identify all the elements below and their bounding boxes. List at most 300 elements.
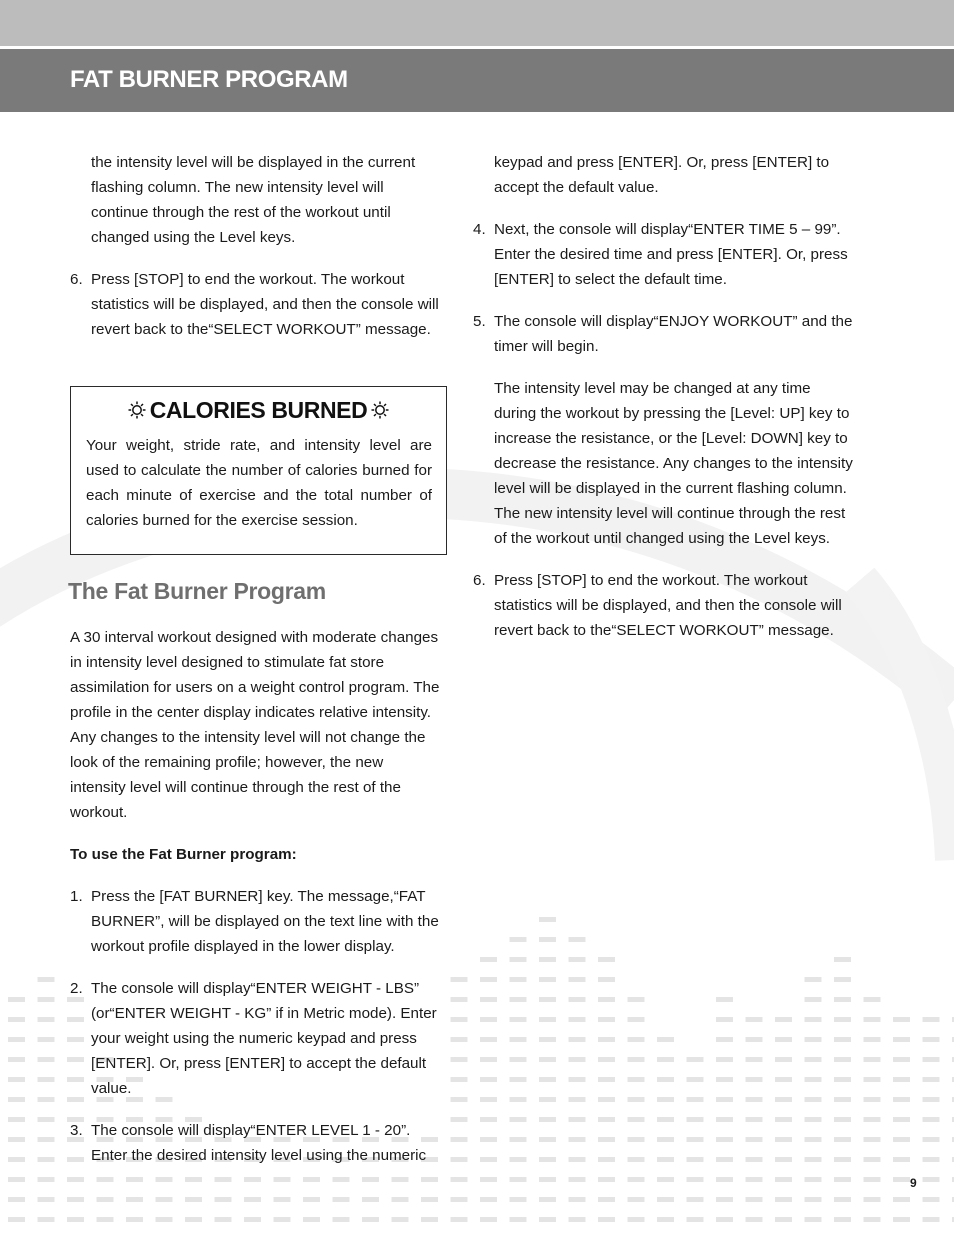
equalizer-dash	[834, 957, 851, 962]
equalizer-dash	[805, 1157, 822, 1162]
equalizer-dash	[834, 1157, 851, 1162]
equalizer-dash	[97, 1197, 114, 1202]
equalizer-dash	[834, 1077, 851, 1082]
equalizer-dash	[716, 1097, 733, 1102]
equalizer-dash	[775, 1177, 792, 1182]
equalizer-dash	[805, 1017, 822, 1022]
equalizer-dash	[539, 1117, 556, 1122]
item-text: The console will display“ENTER WEIGHT - LBS” (or“ENTER WEIGHT - KG” if in Metric mode). Enter your weight using the numeric keypad and press [ENTER]. Or, press [ENTER] to accept the default value.	[91, 980, 437, 1097]
equalizer-dash	[864, 1157, 881, 1162]
howto-heading: To use the Fat Burner program:	[70, 846, 297, 863]
equalizer-dash	[628, 1097, 645, 1102]
equalizer-dash	[864, 1197, 881, 1202]
item-text: The console will display“ENJOY WORKOUT” and the timer will begin.	[494, 313, 853, 355]
equalizer-dash	[687, 1097, 704, 1102]
left-column	[70, 150, 442, 342]
equalizer-dash	[598, 1137, 615, 1142]
equalizer-dash	[598, 1217, 615, 1222]
equalizer-dash	[67, 1177, 84, 1182]
equalizer-dash	[923, 1217, 940, 1222]
equalizer-dash	[451, 1077, 468, 1082]
equalizer-dash	[333, 1217, 350, 1222]
equalizer-dash	[923, 1117, 940, 1122]
equalizer-dash	[480, 1137, 497, 1142]
equalizer-dash	[215, 1177, 232, 1182]
equalizer-dash	[362, 1197, 379, 1202]
equalizer-dash	[746, 1217, 763, 1222]
equalizer-dash	[923, 1017, 940, 1022]
equalizer-dash	[539, 1157, 556, 1162]
equalizer-dash	[569, 1077, 586, 1082]
equalizer-dash	[628, 1017, 645, 1022]
equalizer-dash	[746, 1077, 763, 1082]
equalizer-dash	[451, 1177, 468, 1182]
equalizer-dash	[569, 937, 586, 942]
section-body	[70, 625, 442, 1168]
equalizer-dash	[598, 977, 615, 982]
equalizer-dash	[244, 1177, 261, 1182]
equalizer-dash	[38, 1017, 55, 1022]
equalizer-dash	[569, 1217, 586, 1222]
item-text: Next, the console will display“ENTER TIME 5 – 99”. Enter the desired time and press [ENTER]. Or, press [ENTER] to select the default time.	[494, 221, 848, 288]
equalizer-dash	[893, 1217, 910, 1222]
equalizer-dash	[864, 1017, 881, 1022]
equalizer-dash	[657, 1197, 674, 1202]
equalizer-dash	[569, 1057, 586, 1062]
equalizer-dash	[628, 1057, 645, 1062]
equalizer-dash	[657, 1057, 674, 1062]
item-number: 1.	[70, 888, 83, 905]
equalizer-dash	[510, 1057, 527, 1062]
equalizer-dash	[510, 1157, 527, 1162]
equalizer-dash	[834, 997, 851, 1002]
equalizer-dash	[746, 1157, 763, 1162]
equalizer-dash	[893, 1197, 910, 1202]
equalizer-dash	[539, 957, 556, 962]
equalizer-dash	[834, 977, 851, 982]
equalizer-dash	[805, 997, 822, 1002]
equalizer-dash	[421, 1217, 438, 1222]
equalizer-dash	[569, 1117, 586, 1122]
equalizer-dash	[451, 1197, 468, 1202]
list-item	[70, 1118, 442, 1168]
equalizer-dash	[657, 1157, 674, 1162]
equalizer-dash	[274, 1197, 291, 1202]
equalizer-dash	[8, 1017, 25, 1022]
equalizer-dash	[480, 977, 497, 982]
equalizer-dash	[8, 1177, 25, 1182]
equalizer-dash	[333, 1197, 350, 1202]
equalizer-dash	[451, 1057, 468, 1062]
equalizer-dash	[657, 1137, 674, 1142]
equalizer-dash	[687, 1057, 704, 1062]
equalizer-dash	[716, 1217, 733, 1222]
equalizer-dash	[480, 1177, 497, 1182]
equalizer-dash	[451, 1157, 468, 1162]
equalizer-dash	[864, 1057, 881, 1062]
item-text: Press the [FAT BURNER] key. The message,“FAT BURNER”, will be displayed on the text line with the workout profile displayed in the lower display.	[91, 888, 439, 955]
equalizer-dash	[126, 1177, 143, 1182]
equalizer-dash	[746, 1137, 763, 1142]
equalizer-dash	[569, 1177, 586, 1182]
equalizer-dash	[716, 1157, 733, 1162]
equalizer-dash	[215, 1217, 232, 1222]
equalizer-dash	[8, 1137, 25, 1142]
equalizer-dash	[8, 997, 25, 1002]
equalizer-dash	[510, 1197, 527, 1202]
equalizer-dash	[185, 1217, 202, 1222]
equalizer-dash	[480, 1157, 497, 1162]
equalizer-dash	[598, 1057, 615, 1062]
equalizer-dash	[716, 1017, 733, 1022]
equalizer-dash	[864, 1037, 881, 1042]
equalizer-dash	[628, 1157, 645, 1162]
equalizer-dash	[539, 1017, 556, 1022]
equalizer-dash	[392, 1217, 409, 1222]
equalizer-dash	[864, 1097, 881, 1102]
equalizer-dash	[539, 937, 556, 942]
equalizer-dash	[569, 1137, 586, 1142]
equalizer-dash	[569, 1017, 586, 1022]
equalizer-dash	[421, 1197, 438, 1202]
equalizer-dash	[923, 1037, 940, 1042]
equalizer-dash	[569, 1197, 586, 1202]
equalizer-dash	[67, 1217, 84, 1222]
list-item	[473, 217, 853, 292]
equalizer-dash	[156, 1177, 173, 1182]
equalizer-dash	[657, 1077, 674, 1082]
item-number: 2.	[70, 980, 83, 997]
equalizer-dash	[716, 1177, 733, 1182]
equalizer-dash	[392, 1177, 409, 1182]
equalizer-dash	[893, 1057, 910, 1062]
equalizer-dash	[628, 1177, 645, 1182]
item-text: The console will display“ENTER LEVEL 1 - 20”. Enter the desired intensity level using the numeric	[91, 1122, 427, 1164]
equalizer-dash	[746, 1197, 763, 1202]
equalizer-dash	[569, 1037, 586, 1042]
right-column	[473, 150, 853, 643]
equalizer-dash	[775, 1157, 792, 1162]
sun-icon	[128, 401, 146, 419]
equalizer-dash	[805, 1197, 822, 1202]
continued-paragraph: keypad and press [ENTER]. Or, press [ENTER] to accept the default value.	[494, 154, 830, 196]
equalizer-dash	[480, 997, 497, 1002]
equalizer-dash	[657, 1217, 674, 1222]
equalizer-dash	[687, 1177, 704, 1182]
equalizer-dash	[451, 997, 468, 1002]
equalizer-dash	[864, 1077, 881, 1082]
callout-title	[71, 397, 446, 424]
equalizer-dash	[775, 1217, 792, 1222]
equalizer-dash	[451, 1017, 468, 1022]
equalizer-dash	[38, 997, 55, 1002]
equalizer-dash	[38, 1117, 55, 1122]
equalizer-dash	[716, 1037, 733, 1042]
equalizer-dash	[362, 1217, 379, 1222]
equalizer-dash	[598, 1117, 615, 1122]
equalizer-dash	[834, 1037, 851, 1042]
equalizer-dash	[569, 977, 586, 982]
item-number: 3.	[70, 1122, 83, 1139]
equalizer-dash	[8, 1157, 25, 1162]
equalizer-dash	[834, 1137, 851, 1142]
equalizer-dash	[657, 1097, 674, 1102]
equalizer-dash	[598, 1037, 615, 1042]
equalizer-dash	[480, 1217, 497, 1222]
list-item	[473, 568, 853, 643]
equalizer-dash	[716, 1197, 733, 1202]
equalizer-dash	[38, 977, 55, 982]
equalizer-dash	[510, 937, 527, 942]
equalizer-dash	[628, 1037, 645, 1042]
equalizer-dash	[805, 1097, 822, 1102]
equalizer-dash	[746, 1057, 763, 1062]
equalizer-dash	[923, 1097, 940, 1102]
equalizer-dash	[38, 1217, 55, 1222]
equalizer-dash	[893, 1097, 910, 1102]
equalizer-dash	[864, 997, 881, 1002]
equalizer-dash	[805, 1137, 822, 1142]
equalizer-dash	[893, 1137, 910, 1142]
note-paragraph: The intensity level may be changed at any time during the workout by pressing the [Level: UP] key to increase the resistance, or the [Level: DOWN] key to decrease the resistance. Any changes to the intensity level will be displayed in the current flashing column. The new intensity level will continue through the rest of the workout until changed using the Level keys.	[494, 380, 853, 547]
equalizer-dash	[38, 1037, 55, 1042]
equalizer-dash	[893, 1077, 910, 1082]
equalizer-dash	[834, 1177, 851, 1182]
equalizer-dash	[598, 1197, 615, 1202]
equalizer-dash	[864, 1117, 881, 1122]
equalizer-dash	[274, 1217, 291, 1222]
equalizer-dash	[834, 1117, 851, 1122]
equalizer-dash	[362, 1177, 379, 1182]
equalizer-dash	[628, 1117, 645, 1122]
equalizer-dash	[480, 1037, 497, 1042]
equalizer-dash	[421, 1177, 438, 1182]
item-number: 6.	[473, 572, 486, 589]
equalizer-dash	[303, 1217, 320, 1222]
equalizer-dash	[775, 1077, 792, 1082]
equalizer-dash	[746, 1177, 763, 1182]
equalizer-dash	[38, 1097, 55, 1102]
equalizer-dash	[510, 957, 527, 962]
equalizer-dash	[775, 1137, 792, 1142]
equalizer-dash	[805, 1117, 822, 1122]
calories-callout	[70, 386, 447, 555]
sun-icon	[371, 401, 389, 419]
equalizer-dash	[657, 1037, 674, 1042]
equalizer-dash	[598, 1157, 615, 1162]
equalizer-dash	[8, 1217, 25, 1222]
equalizer-dash	[38, 1057, 55, 1062]
equalizer-dash	[716, 1117, 733, 1122]
item-text: Press [STOP] to end the workout. The workout statistics will be displayed, and then the console will revert back to the“SELECT WORKOUT” message.	[91, 271, 439, 338]
equalizer-dash	[864, 1137, 881, 1142]
equalizer-dash	[805, 1077, 822, 1082]
equalizer-dash	[480, 957, 497, 962]
equalizer-dash	[746, 1037, 763, 1042]
page-number: 9	[910, 1176, 917, 1190]
equalizer-dash	[834, 1057, 851, 1062]
equalizer-dash	[539, 977, 556, 982]
equalizer-dash	[8, 1037, 25, 1042]
list-item	[70, 884, 442, 959]
equalizer-dash	[539, 1037, 556, 1042]
equalizer-dash	[244, 1197, 261, 1202]
equalizer-dash	[274, 1177, 291, 1182]
equalizer-dash	[628, 997, 645, 1002]
equalizer-dash	[716, 997, 733, 1002]
equalizer-dash	[893, 1117, 910, 1122]
equalizer-dash	[628, 1137, 645, 1142]
list-item	[70, 267, 442, 342]
equalizer-dash	[480, 1017, 497, 1022]
equalizer-dash	[510, 1217, 527, 1222]
item-number: 5.	[473, 313, 486, 330]
equalizer-dash	[628, 1077, 645, 1082]
equalizer-dash	[923, 1057, 940, 1062]
equalizer-dash	[687, 1217, 704, 1222]
equalizer-dash	[510, 977, 527, 982]
equalizer-dash	[598, 997, 615, 1002]
equalizer-dash	[716, 1137, 733, 1142]
equalizer-dash	[539, 1197, 556, 1202]
equalizer-dash	[716, 1077, 733, 1082]
callout-body: Your weight, stride rate, and intensity level are used to calculate the number of calories burned for each minute of exercise and the total number of calories burned for the exercise session.	[86, 437, 432, 529]
equalizer-dash	[510, 997, 527, 1002]
equalizer-dash	[451, 977, 468, 982]
equalizer-dash	[539, 917, 556, 922]
continued-paragraph: the intensity level will be displayed in the current flashing column. The new intensity level will continue through the rest of the workout until changed using the Level keys.	[91, 154, 416, 246]
equalizer-dash	[687, 1077, 704, 1082]
equalizer-dash	[510, 1017, 527, 1022]
equalizer-dash	[805, 1177, 822, 1182]
equalizer-dash	[864, 1177, 881, 1182]
equalizer-dash	[451, 1137, 468, 1142]
equalizer-dash	[893, 1177, 910, 1182]
equalizer-dash	[8, 1077, 25, 1082]
equalizer-dash	[834, 1017, 851, 1022]
equalizer-dash	[510, 1177, 527, 1182]
section-heading: The Fat Burner Program	[68, 578, 326, 604]
equalizer-dash	[775, 1197, 792, 1202]
equalizer-dash	[539, 1177, 556, 1182]
equalizer-dash	[126, 1217, 143, 1222]
equalizer-dash	[805, 977, 822, 982]
equalizer-dash	[510, 1137, 527, 1142]
equalizer-dash	[775, 1117, 792, 1122]
equalizer-dash	[893, 1037, 910, 1042]
equalizer-dash	[451, 1037, 468, 1042]
equalizer-dash	[598, 1017, 615, 1022]
equalizer-dash	[480, 1097, 497, 1102]
equalizer-dash	[657, 1117, 674, 1122]
equalizer-dash	[539, 997, 556, 1002]
equalizer-dash	[8, 1097, 25, 1102]
equalizer-dash	[834, 1097, 851, 1102]
equalizer-dash	[8, 1117, 25, 1122]
equalizer-dash	[38, 1137, 55, 1142]
equalizer-dash	[834, 1217, 851, 1222]
equalizer-dash	[185, 1197, 202, 1202]
equalizer-dash	[38, 1077, 55, 1082]
equalizer-dash	[38, 1157, 55, 1162]
equalizer-dash	[687, 1117, 704, 1122]
equalizer-dash	[510, 1077, 527, 1082]
equalizer-dash	[67, 1197, 84, 1202]
equalizer-dash	[569, 957, 586, 962]
equalizer-dash	[598, 1077, 615, 1082]
equalizer-dash	[451, 1097, 468, 1102]
equalizer-dash	[303, 1177, 320, 1182]
equalizer-dash	[510, 1037, 527, 1042]
equalizer-dash	[38, 1177, 55, 1182]
equalizer-dash	[775, 1017, 792, 1022]
equalizer-dash	[628, 1197, 645, 1202]
equalizer-dash	[923, 1137, 940, 1142]
equalizer-dash	[156, 1197, 173, 1202]
item-number: 6.	[70, 271, 83, 288]
equalizer-dash	[687, 1137, 704, 1142]
equalizer-dash	[687, 1157, 704, 1162]
equalizer-dash	[451, 1117, 468, 1122]
equalizer-dash	[893, 1157, 910, 1162]
equalizer-dash	[923, 1157, 940, 1162]
equalizer-dash	[923, 1177, 940, 1182]
equalizer-dash	[333, 1177, 350, 1182]
equalizer-dash	[805, 1037, 822, 1042]
equalizer-dash	[215, 1197, 232, 1202]
equalizer-dash	[510, 1097, 527, 1102]
equalizer-dash	[38, 1197, 55, 1202]
equalizer-dash	[775, 1037, 792, 1042]
equalizer-dash	[687, 1197, 704, 1202]
equalizer-dash	[657, 1177, 674, 1182]
equalizer-dash	[156, 1217, 173, 1222]
equalizer-dash	[805, 1057, 822, 1062]
equalizer-dash	[569, 1157, 586, 1162]
list-item	[473, 309, 853, 359]
equalizer-dash	[569, 1097, 586, 1102]
equalizer-dash	[126, 1197, 143, 1202]
equalizer-dash	[510, 1117, 527, 1122]
equalizer-dash	[716, 1057, 733, 1062]
equalizer-dash	[539, 1077, 556, 1082]
equalizer-dash	[598, 1177, 615, 1182]
equalizer-dash	[539, 1097, 556, 1102]
callout-title-text: CALORIES BURNED	[149, 397, 368, 423]
equalizer-dash	[893, 1017, 910, 1022]
item-number: 4.	[473, 221, 486, 238]
equalizer-dash	[97, 1217, 114, 1222]
equalizer-dash	[480, 1077, 497, 1082]
equalizer-dash	[598, 957, 615, 962]
equalizer-dash	[569, 997, 586, 1002]
equalizer-dash	[746, 1017, 763, 1022]
equalizer-dash	[8, 1057, 25, 1062]
equalizer-dash	[480, 1057, 497, 1062]
equalizer-dash	[746, 1097, 763, 1102]
equalizer-dash	[244, 1217, 261, 1222]
equalizer-dash	[864, 1217, 881, 1222]
equalizer-dash	[303, 1197, 320, 1202]
equalizer-dash	[746, 1117, 763, 1122]
equalizer-dash	[480, 1117, 497, 1122]
equalizer-dash	[539, 1137, 556, 1142]
equalizer-dash	[451, 1217, 468, 1222]
equalizer-dash	[923, 1077, 940, 1082]
equalizer-dash	[628, 1217, 645, 1222]
item-text: Press [STOP] to end the workout. The workout statistics will be displayed, and then the console will revert back to the“SELECT WORKOUT” message.	[494, 572, 842, 639]
equalizer-dash	[834, 1197, 851, 1202]
